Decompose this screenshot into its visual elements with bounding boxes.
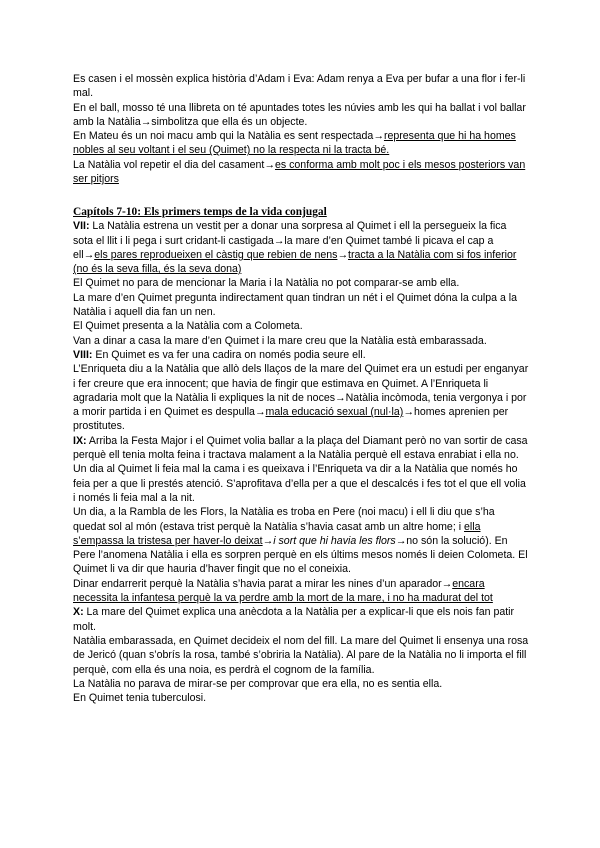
intro-section	[73, 72, 529, 186]
underlined-text: tracta a la Natàlia com si fos inferior (no és la seva filla, és la seva dona)	[73, 248, 517, 276]
paragraph: El Quimet no para de mencionar la Maria i la Natàlia no pot comparar-se amb ella.	[73, 277, 460, 290]
text: →no són la solució). En Pere l’anomena Natàlia i ella es sorpren perquè en els últims mesos només li deien Colometa. El Quimet li va dir que hauria d’haver fingit que no el coneixia.	[73, 534, 528, 576]
chapter-tag: X:	[73, 606, 84, 619]
paragraph: El Quimet presenta a la Natàlia com a Colometa.	[73, 320, 303, 333]
paragraph	[73, 362, 529, 433]
text: →homes aprenien per prostitutes.	[73, 406, 509, 433]
paragraph	[73, 505, 529, 576]
chapter-tag: VIII:	[73, 348, 93, 361]
text: Un dia, a la Rambla de les Flors, la Natàlia es troba en Pere (noi macu) i ell li diu que s’ha quedat sol al món (estava trist perquè la Natàlia s’havia casat amb un altre home; i	[73, 506, 495, 533]
paragraph-dance	[73, 101, 529, 130]
underlined-text: encara necessita la infantesa perquè la va perdre amb la mort de la mare, i no ha madurat del tot	[73, 577, 493, 605]
paragraph: Natàlia embarassada, en Quimet decideix el nom del fill. La mare del Quimet li ensenya una rosa de Jericó (quan s’obrís la rosa, també s’obriria la Natàlia). Al pare de la Natàlia no li importa el fill perquè, com ella és una noia, es perdrà el cognom de la família.	[73, 634, 529, 676]
italic-text: i sort que hi havia les flors	[273, 534, 396, 547]
text: La Natàlia vol repetir el dia del casament→	[73, 158, 275, 171]
paragraph: La mare d’en Quimet pregunta indirectament quan tindran un nét i el Quimet dóna la culpa a la Natàlia i aquell dia fan un nen.	[73, 291, 518, 319]
paragraph-wedding	[73, 72, 529, 101]
text: Dinar endarrerit perquè la Natàlia s’havia parat a mirar les nines d’un aparador→	[73, 577, 453, 590]
text: L’Enriqueta diu a la Natàlia que allò dels llaços de la mare del Quimet era un estudi per enganyar i fer creure que era innocent; que havia de fingir que estimava en Quimet. A l’Enriqueta li agradaria molt que la Natàlia li expliques la nit de noces→Natàlia incòmoda, tenia vergonya i por a morir partida i en Quimet es despulla→	[73, 363, 529, 419]
text: La mare del Quimet explica una anècdota a la Natàlia per a explicar-li que els nois fan patir molt.	[73, 606, 515, 633]
paragraph: En Quimet tenia tuberculosi.	[73, 692, 207, 705]
paragraph-wedding-day	[73, 158, 529, 187]
paragraph: Un dia al Quimet li feia mal la cama i es queixava i l’Enriqueta va dir a la Natàlia que només ho feia per a que li prestés atenció. S’aprofitava d’ella per a que el descalcés i fes tot el que ell volia i només li feia mal a la nit.	[73, 463, 526, 504]
text: En Quimet es va fer una cadira on només podia seure ell.	[92, 348, 366, 361]
paragraph: La Natàlia no parava de mirar-se per comprovar que era ella, no es sentia ella.	[73, 677, 443, 690]
underlined-text: es conforma amb molt poc i els mesos posteriors van ser pitjors	[73, 158, 526, 186]
chapter-viii-paragraph	[73, 348, 529, 362]
chapter-vii-paragraph	[73, 219, 529, 276]
text: La Natàlia estrena un vestit per a donar una sorpresa al Quimet i ell la persegueix la fica sota el llit i li pega i surt cridant-li castigada→la mare d’en Quimet també li picava el cap a ell→	[73, 220, 507, 261]
paragraph: Van a dinar a casa la mare d’en Quimet i la mare creu que la Natàlia està embarassada.	[73, 334, 487, 347]
text: →	[337, 248, 349, 261]
text: Es casen i el mossèn explica història d’Adam i Eva: Adam renya a Eva per bufar a una flor i fer-li mal.	[73, 73, 526, 100]
chapter-ix-paragraph	[73, 434, 529, 463]
underlined-text: ella s’empassa la tristesa per haver-lo deixat	[73, 520, 481, 547]
text: En Mateu és un noi macu amb qui la Natàlia es sent respectada→	[73, 130, 384, 143]
underlined-text: representa que hi ha homes nobles al seu voltant i el seu (Quimet) no la respecta ni la tracta bé.	[73, 130, 516, 157]
chapter-tag: VII:	[73, 220, 90, 233]
paragraph-mateu	[73, 129, 529, 158]
text: En el ball, mosso té una llibreta on té apuntades totes les núvies amb les qui ha ballat i vol ballar amb la Natàlia→simbolitza que ella és un objecte.	[73, 101, 526, 128]
chapter-x-paragraph	[73, 605, 529, 634]
chapters-section	[73, 205, 529, 705]
text: →	[262, 534, 274, 547]
chapter-tag: IX:	[73, 434, 87, 447]
underlined-text: mala educació sexual (nul·la)	[265, 406, 404, 419]
paragraph	[73, 577, 529, 606]
section-heading: Capítols 7-10: Els primers temps de la vida conjugal	[73, 206, 327, 218]
text: Arriba la Festa Major i el Quimet volia ballar a la plaça del Diamant però no van sortir de casa perquè ell tenia molta feina i tractava malament a la Natàlia perquè ell estava enrabiat i ella no.	[73, 434, 528, 462]
underlined-text: els pares reprodueixen el càstig que rebien de nens	[94, 248, 338, 261]
